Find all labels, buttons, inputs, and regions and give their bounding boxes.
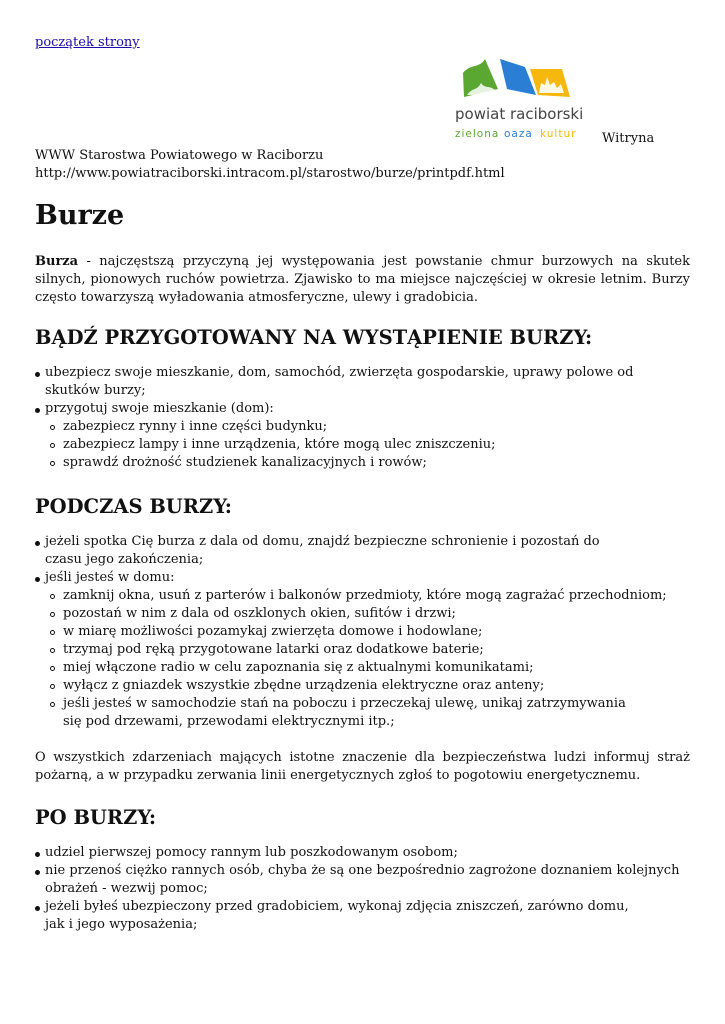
sub-list-item: w miarę możliwości pozamykaj zwierzęta domowe i hodowlane; [35,623,690,641]
sub-list-item: zabezpiecz lampy i inne urządzenia, które mogą ulec zniszczeniu; [35,436,690,454]
list-item: przygotuj swoje mieszkanie (dom): [35,400,690,418]
list-item: jeżeli spotka Cię burza z dala od domu, znajdź bezpieczne schronienie i pozostań do czasu jego zakończenia; [35,533,690,569]
list-item: nie przenoś ciężko rannych osób, chyba że są one bezpośrednio zagrożone doznaniem kolejnych obrażeń - wezwij pomoc; [35,862,690,898]
list-item: jeżeli byłeś ubezpieczony przed gradobiciem, wykonaj zdjęcia zniszczeń, zarówno domu, jak i jego wyposażenia; [35,898,690,934]
witryna-label: Witryna [602,131,655,146]
page-url: http://www.powiatraciborski.intracom.pl/starostwo/burze/printpdf.html [35,166,505,181]
sub-list-item: zamknij okna, usuń z parterów i balkonów przedmioty, które mogą zagrażać przechodniom; [35,587,690,605]
sub-list-item: zabezpiecz rynny i inne części budynku; [35,418,690,436]
sub-list-item: miej włączone radio w celu zapoznania się z aktualnymi komunikatami; [35,659,690,677]
section-heading-after: PO BURZY: [35,806,157,829]
page-title: Burze [35,200,125,231]
logo-text: powiat raciborski [455,105,584,123]
sub-list-item: wyłącz z gniazdek wszystkie zbędne urządzenia elektryczne oraz anteny; [35,677,690,695]
sub-list-item: trzymaj pod ręką przygotowane latarki oraz dodatkowe baterie; [35,641,690,659]
top-of-page-link[interactable]: początek strony [35,35,140,50]
sub-list-item: jeśli jesteś w samochodzie stań na poboczu i przeczekaj ulewę, unikaj zatrzymywania się pod drzewami, przewodami elektrycznymi itp.; [35,695,690,731]
site-info [35,147,505,183]
logo-word-yellow: kultur [540,128,577,140]
logo-word-blue: oaza [504,128,533,140]
list-item: udziel pierwszej pomocy rannym lub poszkodowanym osobom; [35,844,690,862]
during-list [35,533,690,731]
intro-text: - najczęstszą przyczyną jej występowania jest powstanie chmur burzowych na skutek silnych, pionowych ruchów powietrza. Zjawisko to ma miejsce najczęściej w okresie letnim. Burzy często towarzyszą wyładowania atmosferyczne, ulewy i gradobicia. [35,254,690,305]
info-paragraph: O wszystkich zdarzeniach mających istotne znaczenie dla bezpieczeństwa ludzi informuj straż pożarną, a w przypadku zerwania linii energetycznych zgłoś to pogotowiu energetycznemu. [35,750,690,783]
section-heading-during: PODCZAS BURZY: [35,495,232,518]
logo-emblem [463,59,570,97]
section-heading-prepare: BĄDŹ PRZYGOTOWANY NA WYSTĄPIENIE BURZY: [35,326,593,349]
article [35,196,690,934]
intro-bold-term: Burza [35,254,79,269]
intro-paragraph [35,253,690,307]
list-item: ubezpiecz swoje mieszkanie, dom, samochód, zwierzęta gospodarskie, uprawy polowe od skutków burzy; [35,364,690,400]
site-name: WWW Starostwa Powiatowego w Raciborzu [35,148,324,163]
powiat-raciborski-logo [451,55,601,141]
sub-list-item: pozostań w nim z dala od oszklonych okien, sufitów i drzwi; [35,605,690,623]
sub-list-item: sprawdź drożność studzienek kanalizacyjnych i rowów; [35,454,690,472]
logo-word-green: zielona [455,128,500,140]
after-list [35,844,690,934]
list-item: jeśli jesteś w domu: [35,569,690,587]
prepare-list [35,364,690,472]
